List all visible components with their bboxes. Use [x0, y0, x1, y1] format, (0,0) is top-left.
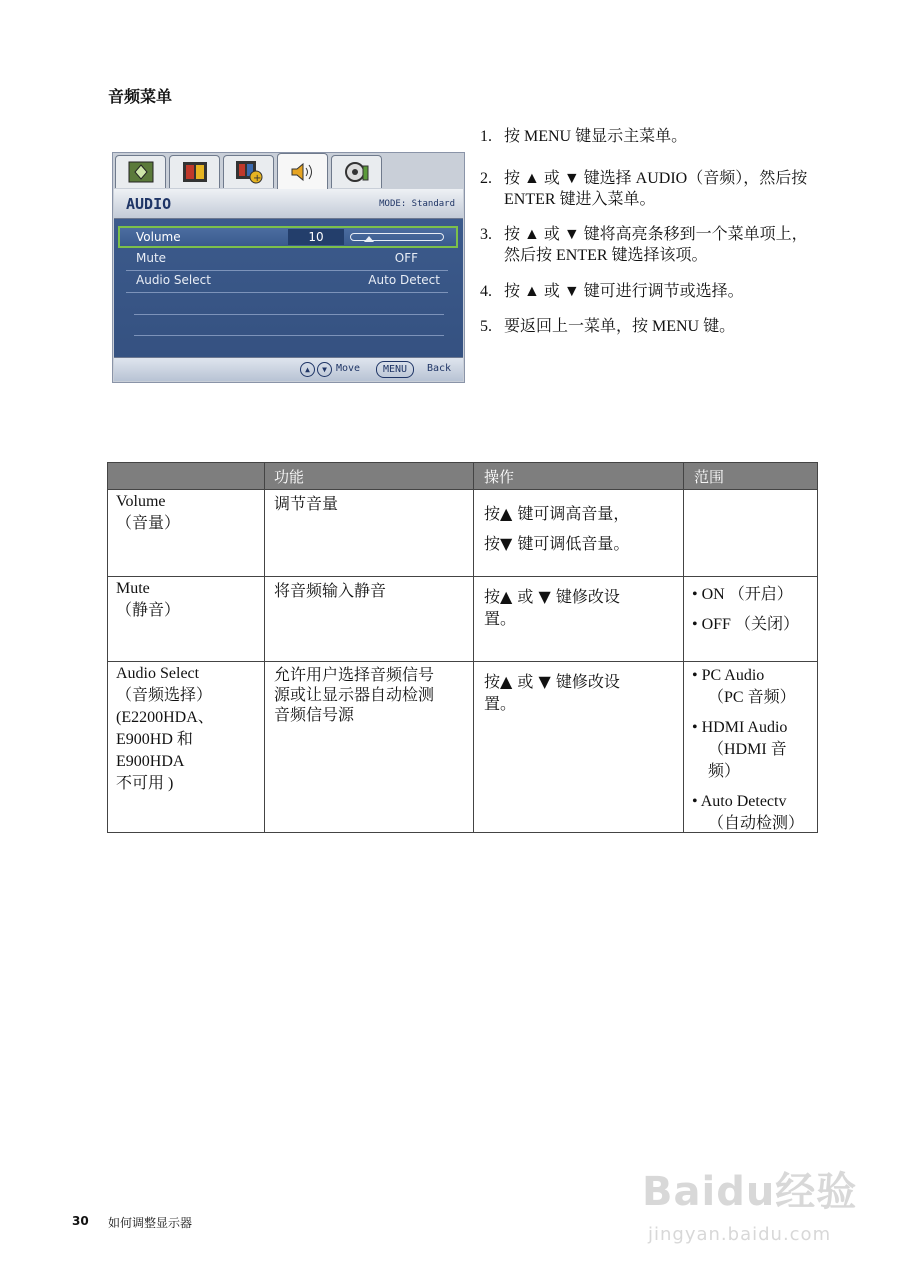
cell-text: E900HD 和 — [116, 731, 193, 748]
cell-text: • HDMI Audio — [692, 719, 788, 736]
table-row-audio-select-function — [274, 665, 434, 725]
osd-header — [114, 189, 463, 219]
column-divider — [683, 463, 684, 832]
header-cell-operation: 操作 — [484, 468, 515, 486]
cell-text: Audio Select — [116, 665, 200, 682]
cell-text: Mute — [116, 580, 150, 597]
cell-text: • Auto Detectv — [692, 793, 787, 810]
cell-text: （自动检测） — [708, 815, 805, 832]
osd-move-label: Move — [336, 363, 361, 374]
row-divider — [108, 576, 817, 577]
watermark — [642, 1140, 862, 1270]
cell-text: 源或让显示器自动检测 — [274, 685, 435, 704]
cell-text: 置。 — [484, 694, 517, 713]
osd-screenshot — [112, 152, 465, 383]
table-row-volume-item — [116, 491, 180, 535]
table-row-mute-function: 将音频输入静音 — [274, 581, 387, 600]
volume-value: 10 — [288, 229, 344, 245]
up-arrow-icon: ▲ — [300, 362, 315, 377]
cell-text: • PC Audio — [692, 667, 765, 684]
table-row-volume-operation — [484, 499, 629, 559]
watermark-logo: Baidu经验 — [642, 1169, 858, 1215]
cell-text: 按▲ 键可调高音量， — [484, 504, 630, 523]
osd-divider — [134, 335, 444, 336]
row-divider — [108, 661, 817, 662]
osd-row-value: OFF — [394, 251, 418, 265]
cell-text: E900HDA — [116, 753, 185, 770]
osd-row-label: Audio Select — [136, 273, 211, 287]
header-cell-function: 功能 — [274, 468, 305, 486]
volume-slider-thumb[interactable] — [364, 236, 374, 242]
svg-text:+: + — [252, 173, 261, 184]
table-row-mute-operation — [484, 586, 620, 630]
osd-divider — [134, 314, 444, 315]
table-row-audio-select-item — [116, 663, 214, 795]
cell-text: 不可用 ) — [116, 775, 174, 792]
table-row-volume-function: 调节音量 — [274, 494, 339, 513]
cell-text: （音频选择） — [116, 687, 213, 704]
step-text: 按 ▲ 或 ▼ 键将高亮条移到一个菜单项上，然后按 ENTER 键选择该项。 — [504, 226, 808, 264]
audio-settings-table — [107, 462, 818, 833]
osd-title: AUDIO — [126, 195, 172, 213]
table-row-audio-select-range — [692, 665, 804, 835]
osd-row-value: Auto Detect — [368, 273, 440, 287]
osd-row-mute[interactable] — [126, 249, 448, 271]
cell-text: 音频信号源 — [274, 705, 355, 724]
osd-menu-key: MENU — [376, 361, 414, 378]
osd-row-label: Volume — [136, 230, 181, 244]
step-text: 按 ▲ 或 ▼ 键选择 AUDIO（音频），然后按 ENTER 键进入菜单。 — [504, 170, 808, 208]
osd-panel — [114, 189, 463, 381]
cell-text: （PC 音频） — [708, 689, 796, 706]
cell-text: 置。 — [484, 609, 517, 628]
cell-text: 按▲ 或 ▼ 键修改设 — [484, 587, 620, 606]
osd-back-label: Back — [427, 363, 452, 374]
down-arrow-icon: ▼ — [317, 362, 332, 377]
table-row-mute-item — [116, 578, 180, 622]
system-icon — [331, 155, 382, 188]
step-text: 按 MENU 键显示主菜单。 — [504, 128, 688, 145]
cell-text: 按▼ 键可调低音量。 — [484, 534, 630, 553]
header-cell-range: 范围 — [694, 468, 725, 486]
cell-text: （静音） — [116, 602, 181, 619]
step-number: 5. — [480, 318, 492, 335]
osd-footer — [114, 357, 463, 381]
step-text: 按 ▲ 或 ▼ 键可进行调节或选择。 — [504, 283, 744, 300]
step-number: 2. — [480, 170, 492, 187]
cell-text: (E2200HDA、 — [116, 709, 214, 726]
column-divider — [264, 463, 265, 832]
table-header — [108, 463, 817, 489]
table-row-audio-select-operation — [484, 671, 620, 715]
step-number: 3. — [480, 226, 492, 243]
section-title: 音频菜单 — [108, 87, 173, 106]
picture-advanced-icon — [223, 155, 274, 188]
cell-text: • OFF （关闭） — [692, 616, 799, 633]
display-icon — [115, 155, 166, 188]
cell-text: • ON （开启） — [692, 586, 793, 603]
page-footer-label: 如何调整显示器 — [108, 1216, 193, 1230]
osd-mode: MODE: Standard — [379, 199, 455, 209]
audio-icon — [277, 153, 328, 189]
step-number: 4. — [480, 283, 492, 300]
cell-text: （音量） — [116, 515, 181, 532]
cell-text: 允许用户选择音频信号 — [274, 665, 435, 684]
osd-row-audio-select[interactable] — [126, 271, 448, 293]
watermark-url: jingyan.baidu.com — [648, 1224, 832, 1245]
step-text: 要返回上一菜单，按 MENU 键。 — [504, 318, 736, 335]
volume-slider[interactable] — [350, 233, 444, 241]
osd-row-volume[interactable] — [118, 226, 458, 248]
page-number: 30 — [72, 1214, 89, 1228]
column-divider — [473, 463, 474, 832]
table-row-mute-range — [692, 580, 799, 640]
osd-tab-bar — [113, 153, 464, 189]
cell-text: 频） — [708, 763, 741, 780]
osd-row-label: Mute — [136, 251, 167, 265]
cell-text: 按▲ 或 ▼ 键修改设 — [484, 672, 620, 691]
row-divider — [108, 489, 817, 490]
cell-text: Volume — [116, 493, 166, 510]
picture-icon — [169, 155, 220, 188]
cell-text: （HDMI 音 — [708, 741, 787, 758]
step-number: 1. — [480, 128, 492, 145]
